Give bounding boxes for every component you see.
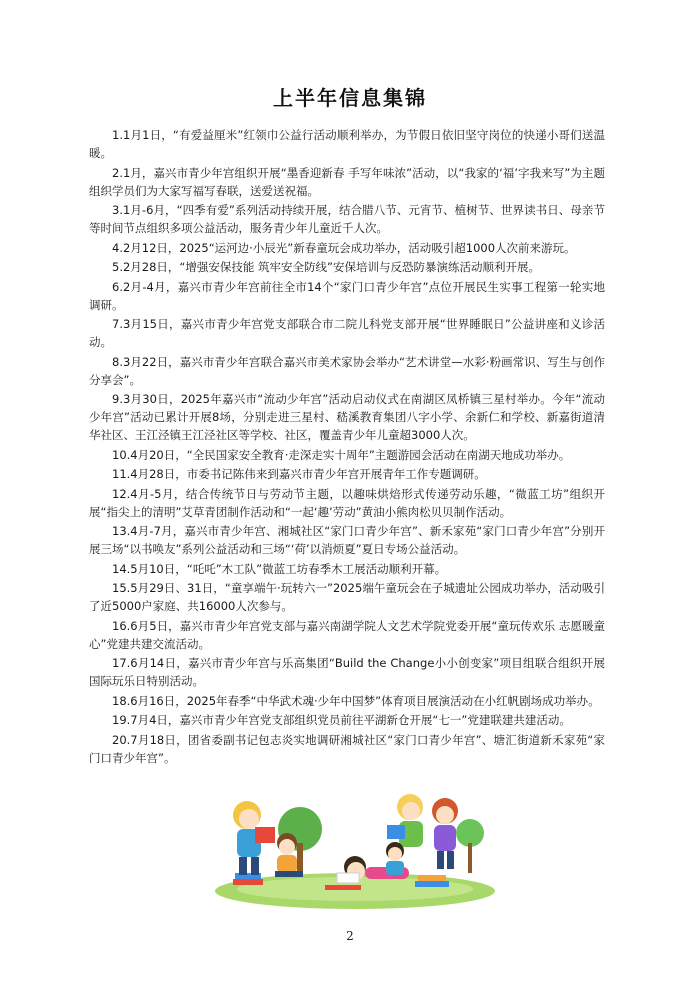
page-number: 2 <box>346 929 354 943</box>
page-title: 上半年信息集锦 <box>273 86 427 110</box>
news-item: 17.6月14日，嘉兴市青少年宫与乐高集团“Build the Change小小创变家”项目组联合组织开展国际玩乐日特别活动。 <box>89 656 605 688</box>
news-item: 3.1月-6月，“四季有爱”系列活动持续开展，结合腊八节、元宵节、植树节、世界读书日、母亲节等时间节点组织多项公益活动，服务青少年儿童近千人次。 <box>89 203 605 235</box>
news-item: 14.5月10日，“吒吒”木工队”微蓝工坊春季木工展活动顺利开幕。 <box>112 561 447 576</box>
news-item: 16.6月5日，嘉兴市青少年宫党支部与嘉兴南湖学院人文艺术学院党委开展“童玩传欢乐 志愿暖童心”党建共建交流活动。 <box>89 618 605 651</box>
children-reading-illustration <box>205 781 495 911</box>
news-item: 4.2月12日，2025“运河边·小辰光”新春童玩会成功举办，活动吸引超1000人次前来游玩。 <box>112 240 576 255</box>
news-item: 20.7月18日，团省委副书记包志炎实地调研湘城社区“家门口青少年宫”、塘汇街道新禾家苑“家门口青少年宫”。 <box>89 732 605 765</box>
news-item: 18.6月16日，2025年春季“中华武术魂·少年中国梦”体育项目展演活动在小红帆剧场成功举办。 <box>112 693 600 708</box>
news-list <box>89 126 605 768</box>
news-item: 6.2月-4月，嘉兴市青少年宫前往全市14个“家门口青少年宫”点位开展民生实事工程第一轮实地调研。 <box>89 279 605 312</box>
news-item: 8.3月22日，嘉兴市青少年宫联合嘉兴市美术家协会举办“艺术讲堂—水彩·粉画常识、写生与创作分享会”。 <box>89 354 605 387</box>
news-item: 13.4月-7月，嘉兴市青少年宫、湘城社区“家门口青少年宫”、新禾家苑“家门口青少年宫”分别开展三场“以书唤友”系列公益活动和三场“‘荷’以消烦夏”夏日专场公益活动。 <box>89 524 605 556</box>
news-item: 5.2月28日，“增强安保技能 筑牢安全防线”安保培训与反恐防暴演练活动顺利开展。 <box>112 260 540 274</box>
news-item: 2.1月，嘉兴市青少年宫组织开展“墨香迎新春 手写年味浓”活动，以“我家的‘福’字我来写”为主题组织学员们为大家写福写春联，送爱送祝福。 <box>89 165 605 198</box>
news-item: 19.7月4日，嘉兴市青少年宫党支部组织党员前往平湖新仓开展“七一”党建联建共建活动。 <box>112 713 571 727</box>
news-item: 15.5月29日、31日，“童享端午·玩转六一”2025端午童玩会在子城遗址公园成功举办，活动吸引了近5000户家庭、共16000人次参与。 <box>89 581 605 613</box>
news-item: 7.3月15日，嘉兴市青少年宫党支部联合市二院儿科党支部开展“世界睡眠日”公益讲座和义诊活动。 <box>89 317 605 349</box>
news-item: 10.4月20日，“全民国家安全教育·走深走实十周年”主题游园会活动在南湖天地成功举办。 <box>112 447 571 462</box>
news-item: 11.4月28日，市委书记陈伟来到嘉兴市青少年宫开展青年工作专题调研。 <box>112 467 486 481</box>
news-item: 9.3月30日，2025年嘉兴市“流动少年宫”活动启动仪式在南湖区凤桥镇三星村举办。今年“流动少年宫”活动已累计开展8场，分别走进三星村、嵇溪教育集团八字小学、余新仁和学校、新嘉街道清华社区、王江泾镇王江泾社区等学校、社区，覆盖青少年儿童超3000人次。 <box>89 392 605 442</box>
news-item: 12.4月-5月，结合传统节日与劳动节主题，以趣味烘焙形式传递劳动乐趣，“微蓝工坊”组织开展“指尖上的清明”艾草青团制作活动和“一起‘趣’劳动”黄油小熊肉松贝贝制作活动。 <box>89 486 605 519</box>
news-item: 1.1月1日，“有爱益厘米”红领巾公益行活动顺利举办，为节假日依旧坚守岗位的快递小哥们送温暖。 <box>89 128 605 160</box>
